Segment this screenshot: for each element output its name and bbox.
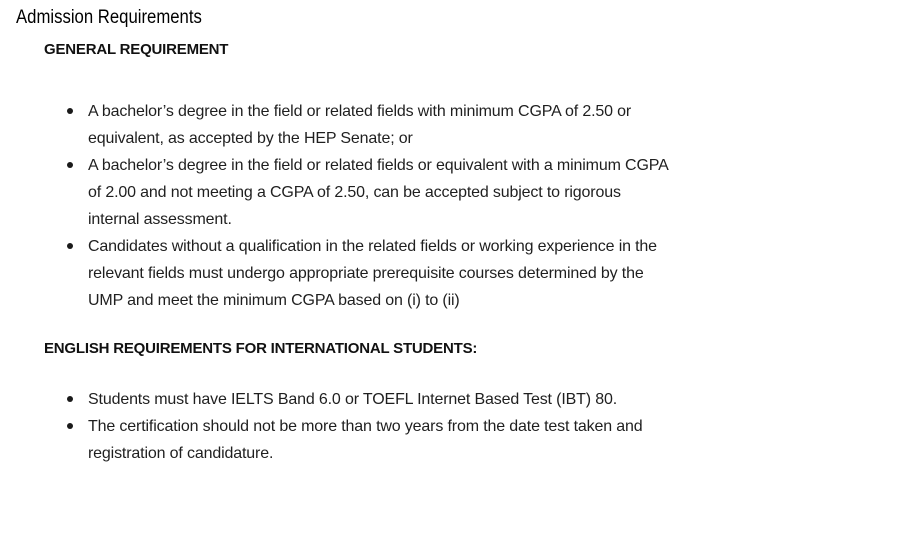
english-requirements-list [44,386,684,467]
list-item-text: Candidates without a qualification in the related fields or working experience in the relevant fields must undergo appropriate prerequisite courses determined by the UMP and meet the minimum CGPA based on (i) to (ii) [88,238,657,309]
requirements-content [44,40,684,467]
list-item-text: The certification should not be more than two years from the date test taken and registration of candidature. [88,418,643,462]
list-item-text: A bachelor’s degree in the field or related fields with minimum CGPA of 2.50 or equivalent, as accepted by the HEP Senate; or [88,103,632,147]
list-item-text: A bachelor’s degree in the field or related fields or equivalent with a minimum CGPA of 2.00 and not meeting a CGPA of 2.50, can be accepted subject to rigorous internal assessment. [88,157,668,228]
list-item [44,152,668,233]
english-requirements-heading: ENGLISH REQUIREMENTS FOR INTERNATIONAL STUDENTS: [44,340,478,357]
general-requirement-heading: GENERAL REQUIREMENT [44,41,229,58]
page-title: Admission Requirements [16,7,202,28]
general-requirement-list [44,98,684,314]
list-item [44,386,668,413]
bullet-icon [67,243,73,249]
list-item-text: Students must have IELTS Band 6.0 or TOEFL Internet Based Test (IBT) 80. [88,391,618,408]
list-item [44,413,668,467]
bullet-icon [67,396,73,402]
list-item [44,98,668,152]
bullet-icon [67,423,73,429]
bullet-icon [67,108,73,114]
list-item [44,233,668,314]
bullet-icon [67,162,73,168]
